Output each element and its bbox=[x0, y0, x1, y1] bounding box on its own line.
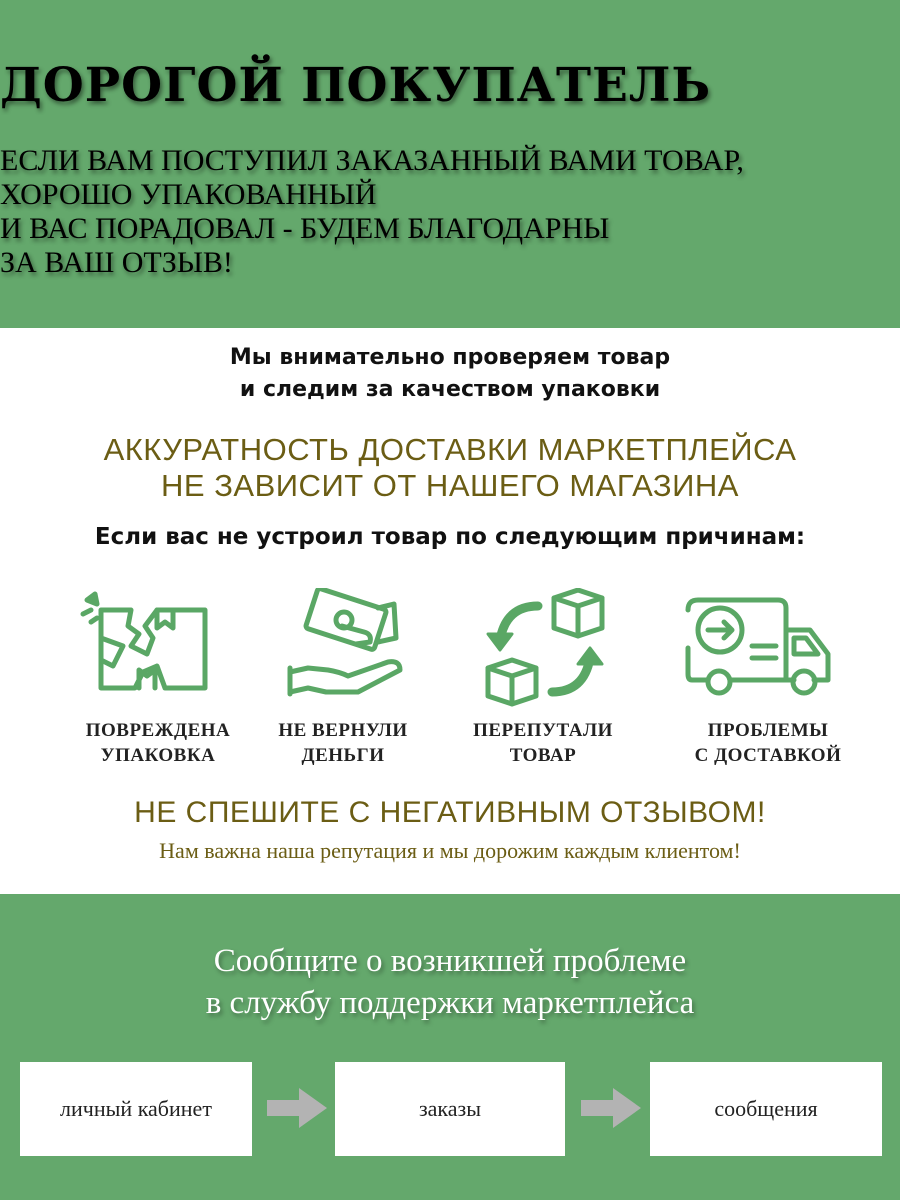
delivery-truck-icon bbox=[682, 588, 832, 708]
header-message bbox=[0, 144, 900, 280]
warning-subtitle: Нам важна наша репутация и мы дорожим каждым клиентом! bbox=[159, 838, 741, 863]
header-title: ДОРОГОЙ ПОКУПАТЕЛЬ bbox=[0, 58, 712, 113]
quality-check-line: и следим за качеством упаковки bbox=[239, 377, 661, 402]
reason-label-money-not-returned bbox=[243, 718, 443, 768]
header-line: ЗА ВАШ ОТЗЫВ! bbox=[0, 246, 233, 279]
warning-title: НЕ СПЕШИТЕ С НЕГАТИВНЫМ ОТЗЫВОМ! bbox=[134, 796, 766, 829]
step-personal-account: личный кабинет bbox=[20, 1062, 252, 1156]
header-line: ЕСЛИ ВАМ ПОСТУПИЛ ЗАКАЗАННЫЙ ВАМИ ТОВАР, bbox=[0, 144, 744, 177]
reason-label-line: ПЕРЕПУТАЛИ bbox=[473, 720, 613, 741]
delivery-disclaimer bbox=[0, 432, 900, 504]
quality-check-line: Мы внимательно проверяем товар bbox=[229, 345, 671, 370]
reason-label-line: УПАКОВКА bbox=[100, 745, 216, 766]
header-line: И ВАС ПОРАДОВАЛ - БУДЕМ БЛАГОДАРНЫ bbox=[0, 212, 610, 245]
support-line: в службу поддержки маркетплейса bbox=[205, 985, 695, 1021]
reason-label-line: ПРОБЛЕМЫ bbox=[707, 720, 829, 741]
header-line: ХОРОШО УПАКОВАННЫЙ bbox=[0, 178, 377, 211]
reason-label-line: С ДОСТАВКОЙ bbox=[694, 745, 842, 766]
arrow-right-icon bbox=[579, 1086, 643, 1130]
step-orders: заказы bbox=[335, 1062, 565, 1156]
reasons-title: Если вас не устроил товар по следующим причинам: bbox=[94, 524, 806, 550]
reason-label-delivery-problems bbox=[668, 718, 868, 768]
reason-label-damaged-packaging bbox=[58, 718, 258, 768]
reason-label-line: ПОВРЕЖДЕНА bbox=[85, 720, 231, 741]
reason-label-line: ДЕНЬГИ bbox=[301, 745, 385, 766]
reason-label-line: ТОВАР bbox=[509, 745, 577, 766]
delivery-disclaimer-line: НЕ ЗАВИСИТ ОТ НАШЕГО МАГАЗИНА bbox=[161, 468, 739, 503]
quality-check-text bbox=[0, 342, 900, 406]
step-messages: сообщения bbox=[650, 1062, 882, 1156]
arrow-right-icon bbox=[265, 1086, 329, 1130]
delivery-disclaimer-line: АККУРАТНОСТЬ ДОСТАВКИ МАРКЕТПЛЕЙСА bbox=[103, 432, 797, 467]
swap-boxes-icon bbox=[470, 588, 620, 708]
support-line: Сообщите о возникшей проблеме bbox=[213, 943, 687, 979]
broken-box-icon bbox=[73, 588, 223, 708]
reason-label-wrong-item bbox=[443, 718, 643, 768]
money-hand-icon bbox=[268, 588, 418, 708]
reason-label-line: НЕ ВЕРНУЛИ bbox=[278, 720, 408, 741]
support-message bbox=[0, 940, 900, 1024]
